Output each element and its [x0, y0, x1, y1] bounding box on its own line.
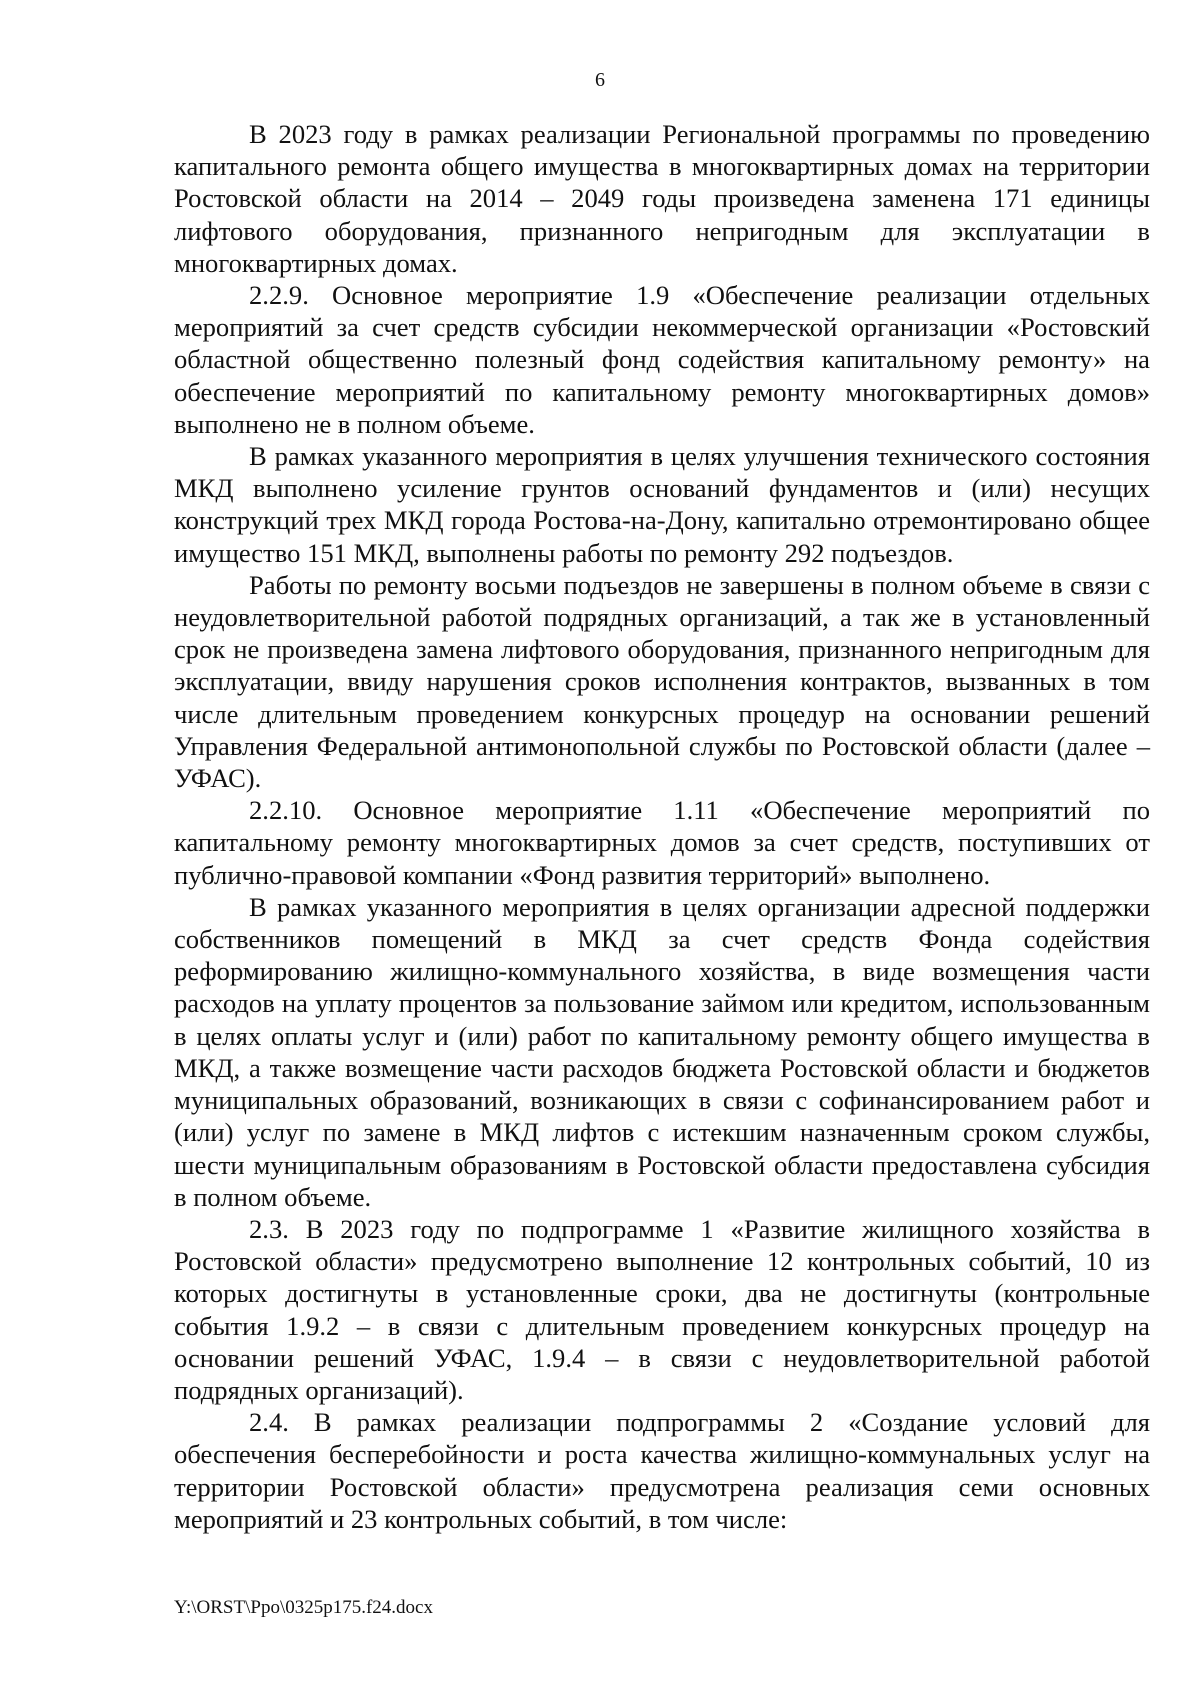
paragraph-2-2-10: 2.2.10. Основное мероприятие 1.11 «Обеспечение мероприятий по капитальному ремонту многоквартирных домов за счет средств, поступивших от публично-правовой компании «Фонд развития территорий» выполнено. [174, 795, 1150, 890]
paragraph-2-4: 2.4. В рамках реализации подпрограммы 2 «Создание условий для обеспечения бесперебойности и роста качества жилищно-коммунальных услуг на территории Ростовской области» предусмотрена реализация семи основных мероприятий и 23 контрольных событий, в том числе: [174, 1407, 1150, 1534]
paragraph-lift-replacement: В 2023 году в рамках реализации Региональной программы по проведению капитального ремонта общего имущества в многоквартирных домах на территории Ростовской области на 2014 – 2049 годы произведена заменена 171 единицы лифтового оборудования, признанного непригодным для эксплуатации в многоквартирных домах. [174, 119, 1150, 278]
paragraph-2-2-9: 2.2.9. Основное мероприятие 1.9 «Обеспечение реализации отдельных мероприятий за счет средств субсидии некоммерческой организации «Ростовский областной общественно полезный фонд содействия капитальному ремонту» на обеспечение мероприятий по капитальному ремонту многоквартирных домов» выполнено не в полном объеме. [174, 280, 1150, 439]
document-body [174, 118, 1150, 1535]
paragraph-targeted-support: В рамках указанного мероприятия в целях организации адресной поддержки собственников помещений в МКД за счет средств Фонда содействия реформированию жилищно-коммунального хозяйства, в виде возмещения части расходов на уплату процентов за пользование займом или кредитом, использованным в целях оплаты услуг и (или) работ по капитальному ремонту общего имущества в МКД, а также возмещение части расходов бюджета Ростовской области и бюджетов муниципальных образований, возникающих в связи с софинансированием работ и (или) услуг по замене в МКД лифтов с истекшим назначенным сроком службы, шести муниципальным образованиям в Ростовской области предоставлена субсидия в полном объеме. [174, 891, 1150, 1212]
paragraph-technical-condition: В рамках указанного мероприятия в целях улучшения технического состояния МКД выполнено усиление грунтов оснований фундаментов и (или) несущих конструкций трех МКД города Ростова-на-Дону, капитально отремонтировано общее имущество 151 МКД, выполнены работы по ремонту 292 подъездов. [174, 441, 1150, 568]
page-number: 6 [595, 69, 605, 91]
paragraph-2-3: 2.3. В 2023 году по подпрограмме 1 «Развитие жилищного хозяйства в Ростовской области» предусмотрено выполнение 12 контрольных событий, 10 из которых достигнуты в установленные сроки, два не достигнуты (контрольные события 1.9.2 – в связи с длительным проведением конкурсных процедур на основании решений УФАС, 1.9.4 – в связи с неудовлетворительной работой подрядных организаций). [174, 1213, 1150, 1405]
footer-file-path: Y:\ORST\Ppo\0325p175.f24.docx [174, 1597, 433, 1618]
paragraph-repair-incomplete: Работы по ремонту восьми подъездов не завершены в полном объеме в связи с неудовлетворительной работой подрядных организаций, а так же в установленный срок не произведена замена лифтового оборудования, признанного непригодным для эксплуатации, ввиду нарушения сроков исполнения контрактов, вызванных в том числе длительным проведением конкурсных процедур на основании решений Управления Федеральной антимонопольной службы по Ростовской области (далее – УФАС). [174, 569, 1150, 794]
